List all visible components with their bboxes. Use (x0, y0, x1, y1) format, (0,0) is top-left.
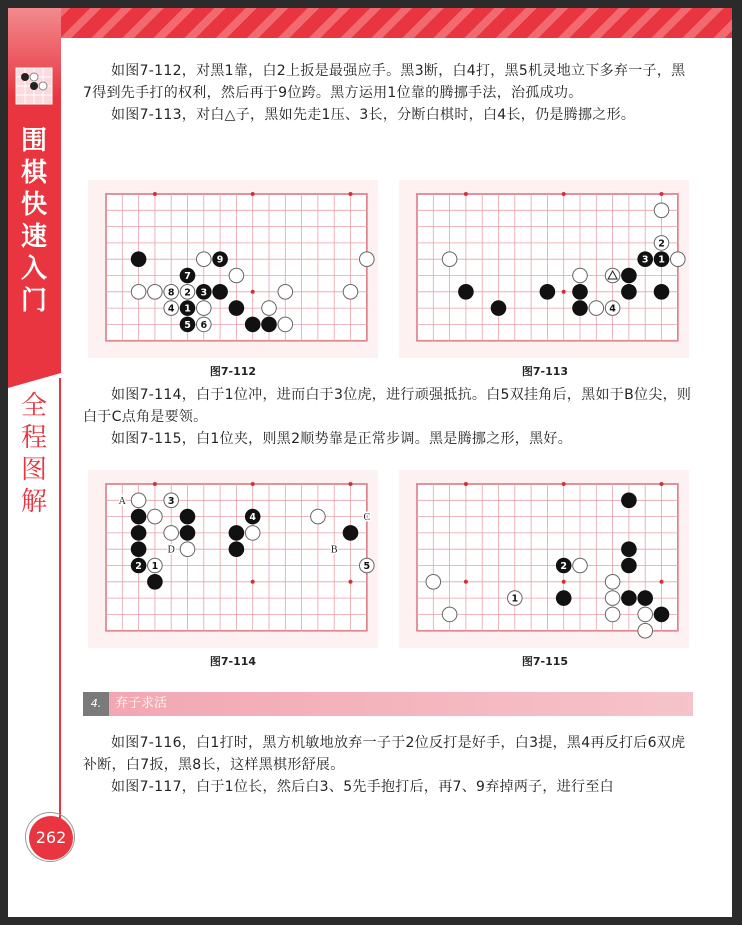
black-stone (622, 493, 637, 508)
go-diagram-7-114 (88, 470, 378, 648)
book-title-vertical (14, 128, 54, 320)
book-subtitle-vertical (14, 393, 54, 521)
white-stone (311, 509, 326, 524)
black-stone (459, 285, 474, 300)
black-stone (573, 301, 588, 316)
star-point (562, 580, 566, 584)
black-stone (213, 285, 228, 300)
white-stone (605, 591, 620, 606)
section-title: 弃子求活 (115, 696, 168, 711)
star-point (153, 192, 157, 196)
move-number: 5 (363, 561, 371, 572)
book-page (8, 8, 732, 917)
book-title-char: 棋 (20, 158, 47, 188)
middle-text (83, 384, 693, 450)
black-stone (245, 317, 260, 332)
white-stone (343, 285, 358, 300)
paragraph-fig-112: 如图7-112，对黑1靠，白2上扳是最强应手。黑3断，白4打，黑5机灵地立下多弃一子，黑7得到先手打的权利，然后再于9位跨。黑方运用1位靠的腾挪手法，治孤成功。 (83, 63, 686, 101)
white-stone (442, 607, 457, 622)
white-stone (638, 607, 653, 622)
black-stone (622, 285, 637, 300)
white-stone (262, 301, 277, 316)
black-stone (343, 526, 358, 541)
paragraph-fig-113: 如图7-113，对白△子，黑如先走1压、3长，分断白棋时，白4长，仍是腾挪之形。 (111, 107, 636, 123)
white-stone (426, 575, 441, 590)
black-stone (638, 591, 653, 606)
move-number: 2 (658, 238, 665, 250)
section-header (83, 692, 693, 716)
star-point (349, 580, 353, 584)
white-stone (360, 252, 375, 267)
black-stone (131, 509, 146, 524)
black-stone (131, 542, 146, 557)
black-stone (556, 591, 571, 606)
section-number: 4. (83, 692, 109, 716)
white-stone (589, 301, 604, 316)
book-title-char: 门 (20, 286, 47, 316)
move-number: 6 (200, 319, 208, 331)
black-stone (229, 542, 244, 557)
book-subtitle-char: 解 (20, 487, 47, 517)
chapter-sidebar (8, 8, 61, 917)
figure-caption: 图7-113 (521, 365, 569, 378)
paragraph-fig-117: 如图7-117，白于1位长，然后白3、5先手抱打后，再7、9弃掉两子，进行至白 (111, 779, 614, 795)
star-point (660, 580, 664, 584)
star-point (251, 580, 255, 584)
star-point (660, 192, 664, 196)
star-point (251, 482, 255, 486)
point-label: D (167, 544, 175, 556)
sidebar-divider (59, 378, 61, 848)
star-point (464, 580, 468, 584)
move-number: 3 (641, 254, 649, 266)
star-point (349, 192, 353, 196)
point-label: B (330, 544, 338, 556)
move-number: 2 (135, 561, 142, 572)
white-stone (148, 509, 163, 524)
black-stone (229, 526, 244, 541)
figure-caption: 图7-112 (209, 365, 257, 378)
star-point (660, 482, 664, 486)
move-number: 1 (184, 303, 191, 315)
black-stone (180, 526, 195, 541)
black-stone (491, 301, 506, 316)
book-title-char: 快 (20, 190, 47, 220)
book-subtitle-char: 图 (20, 455, 47, 485)
star-point (464, 482, 468, 486)
main-content (83, 60, 693, 126)
white-stone (654, 203, 669, 218)
black-stone (573, 285, 588, 300)
black-stone (622, 591, 637, 606)
white-stone (671, 252, 686, 267)
move-number: 1 (511, 593, 519, 605)
move-number: 3 (167, 495, 175, 507)
move-number: 7 (184, 271, 191, 282)
move-number: 2 (184, 287, 191, 299)
point-label: A (118, 495, 126, 507)
move-number: 9 (216, 254, 224, 266)
go-diagram-7-112 (88, 180, 378, 358)
go-diagram-7-113 (399, 180, 689, 358)
figure-caption: 图7-114 (209, 655, 257, 668)
book-title-char: 围 (20, 126, 47, 156)
black-stone (131, 526, 146, 541)
white-stone (131, 285, 146, 300)
black-stone (540, 285, 555, 300)
white-stone (180, 542, 195, 557)
move-number: 4 (167, 303, 175, 315)
black-stone (131, 252, 146, 267)
black-stone (262, 317, 277, 332)
black-stone (229, 301, 244, 316)
move-number: 5 (184, 319, 191, 331)
figure-caption: 图7-115 (521, 655, 569, 668)
white-stone (278, 285, 293, 300)
book-title-char: 入 (20, 254, 47, 284)
go-board-logo-icon (14, 66, 54, 106)
star-point (562, 482, 566, 486)
black-stone (622, 558, 637, 573)
go-diagram-7-115 (399, 470, 689, 648)
white-stone (197, 301, 212, 316)
star-point (251, 192, 255, 196)
top-decorative-band (8, 8, 732, 38)
move-number: 4 (609, 303, 616, 315)
paragraph-fig-116: 如图7-116，白1打时，黑方机敏地放弃一子于2位反打是好手，白3提，黑4再反打后6双虎补断，白7扳，黑8长，这样黑棋形舒展。 (83, 735, 686, 773)
book-title-char: 速 (20, 222, 47, 252)
move-number: 8 (167, 287, 175, 299)
book-subtitle-char: 全 (20, 391, 47, 421)
star-point (464, 192, 468, 196)
white-stone (229, 268, 244, 283)
white-stone (573, 268, 588, 283)
white-stone (131, 493, 146, 508)
move-number: 1 (151, 561, 159, 572)
point-label: C (363, 512, 371, 524)
white-stone (442, 252, 457, 267)
star-point (349, 482, 353, 486)
white-stone (164, 526, 179, 541)
star-point (153, 482, 157, 486)
black-stone (622, 542, 637, 557)
star-point (562, 192, 566, 196)
black-stone (622, 268, 637, 283)
page-number: 262 (29, 816, 73, 860)
move-number: 4 (249, 512, 257, 524)
move-number: 2 (560, 561, 568, 572)
paragraph-fig-115: 如图7-115，白1位夹，则黑2顺势靠是正常步调。黑是腾挪之形，黑好。 (111, 431, 572, 447)
white-stone (278, 317, 293, 332)
star-point (251, 290, 255, 294)
white-stone (573, 558, 588, 573)
white-stone (605, 575, 620, 590)
white-stone (148, 285, 163, 300)
black-stone (180, 509, 195, 524)
white-stone (245, 526, 260, 541)
star-point (562, 290, 566, 294)
move-number: 3 (200, 287, 208, 299)
white-stone (197, 252, 212, 267)
black-stone (654, 285, 669, 300)
black-stone (654, 607, 669, 622)
white-stone (605, 607, 620, 622)
book-subtitle-char: 程 (20, 423, 47, 453)
move-number: 1 (658, 254, 665, 266)
black-stone (148, 575, 163, 590)
paragraph-fig-114: 如图7-114，白于1位冲，进而白于3位虎，进行顽强抵抗。白5双挂角后，黑如于B位尖，则白于C点角是要领。 (83, 387, 692, 425)
white-stone (638, 623, 653, 638)
bottom-text (83, 732, 693, 798)
